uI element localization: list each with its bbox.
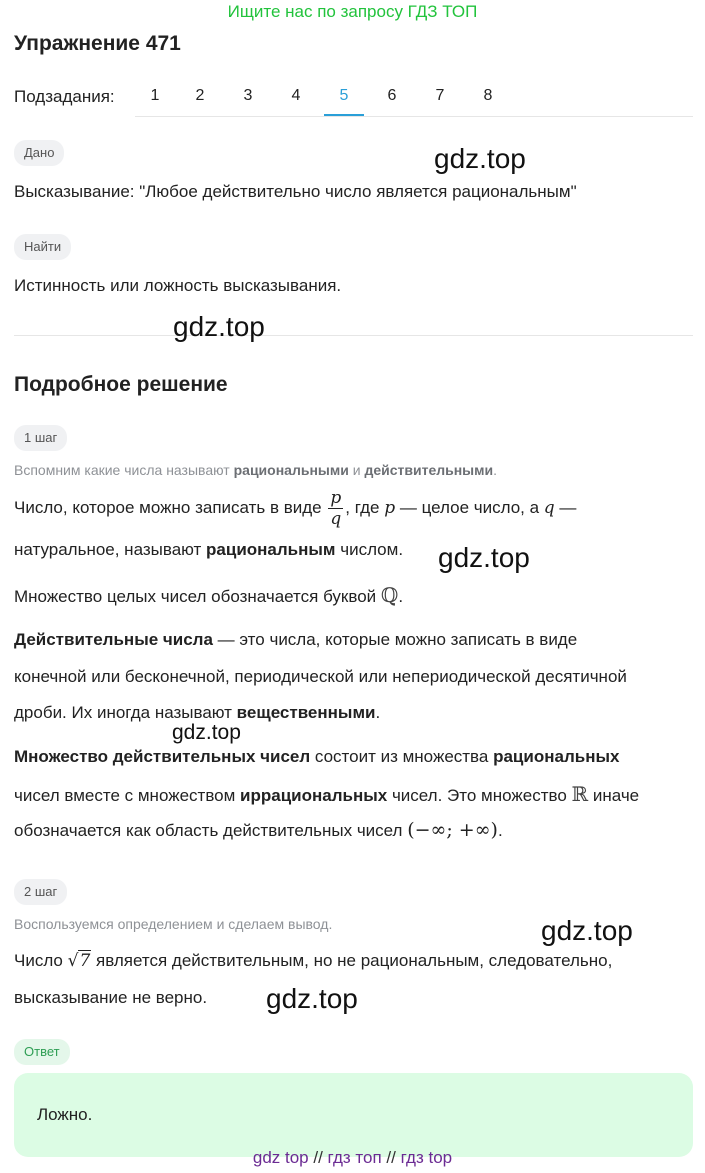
watermark: gdz.top [172, 721, 241, 744]
footer-link-gdz-top[interactable]: gdz top [252, 1148, 309, 1167]
find-text: Истинность или ложность высказывания. [14, 276, 342, 295]
divider [14, 335, 693, 336]
page-title: Упражнение 471 [14, 32, 181, 55]
real-numbers-line3: дроби. Их иногда называют вещественными. [14, 703, 381, 722]
subtask-tab-5[interactable]: 5 [324, 78, 364, 116]
real-numbers-line2: конечной или бесконечной, периодической или непериодической десятичной [14, 667, 627, 686]
conclusion-line1: Число √7 является действительным, но не рациональным, следовательно, [14, 951, 613, 971]
conclusion-line2: высказывание не верно. [14, 988, 208, 1007]
answer-badge: Ответ [14, 1039, 70, 1065]
footer-link-gdz-top-ru[interactable]: гдз топ [327, 1148, 382, 1167]
set-r-symbol: ℝ [571, 782, 589, 806]
given-badge: Дано [14, 140, 64, 166]
real-set-line2: чисел вместе с множеством иррациональных чисел. Это множество ℝ иначе [14, 782, 640, 806]
watermark: gdz.top [434, 143, 526, 174]
step-2-hint: Воспользуемся определением и сделаем вывод. [14, 916, 333, 932]
subtask-tabs [135, 78, 693, 117]
watermark: gdz.top [173, 311, 265, 342]
subtask-tab-6[interactable]: 6 [387, 87, 397, 104]
subtask-tab-3[interactable]: 3 [243, 87, 253, 104]
watermark: gdz.top [541, 915, 633, 946]
footer-links [0, 1148, 705, 1168]
step-1-hint: Вспомним какие числа называют рациональными и действительными. [14, 462, 497, 478]
interval-notation: (−∞; +∞) [407, 819, 498, 841]
step-2-badge: 2 шаг [14, 879, 67, 905]
subtask-tab-2[interactable]: 2 [195, 87, 205, 104]
subtask-tab-1[interactable]: 1 [150, 87, 160, 104]
watermark: gdz.top [266, 983, 358, 1014]
search-banner: Ищите нас по запросу ГДЗ ТОП [227, 2, 478, 21]
subtasks-label: Подзадания: [14, 87, 115, 106]
watermark: gdz.top [438, 542, 530, 573]
footer-separator: // [313, 1148, 323, 1167]
subtask-tab-8[interactable]: 8 [483, 87, 493, 104]
given-text: Высказывание: "Любое действительно число является рациональным" [14, 182, 577, 201]
rational-definition-line1: Число, которое можно записать в виде $\frac{p}{q}$ , где p — целое число, а q — [14, 488, 577, 530]
rational-definition-line2: натуральное, называют рациональным числом. [14, 540, 404, 559]
real-set-line3: обозначается как область действительных чисел (−∞; +∞). [14, 819, 503, 841]
real-set-line1: Множество действительных чисел состоит из множества рациональных [14, 747, 620, 766]
step-1-badge: 1 шаг [14, 425, 67, 451]
subtask-tab-4[interactable]: 4 [291, 87, 301, 104]
answer-text: Ложно. [37, 1105, 93, 1124]
set-q-symbol: ℚ [380, 583, 399, 607]
footer-link-gdz-top-mixed[interactable]: гдз top [400, 1148, 453, 1167]
answer-box [14, 1073, 693, 1157]
integers-set-line: Множество целых чисел обозначается буквой ℚ. [14, 583, 404, 607]
real-numbers-line1: Действительные числа — это числа, которые можно записать в виде [14, 630, 578, 649]
solution-title: Подробное решение [14, 373, 228, 396]
subtask-tab-7[interactable]: 7 [435, 87, 445, 104]
sqrt-7: √7 [67, 951, 91, 971]
fraction-p-over-q: $\frac{p}{q}$ [330, 488, 342, 530]
find-badge: Найти [14, 234, 71, 260]
footer-separator: // [386, 1148, 396, 1167]
